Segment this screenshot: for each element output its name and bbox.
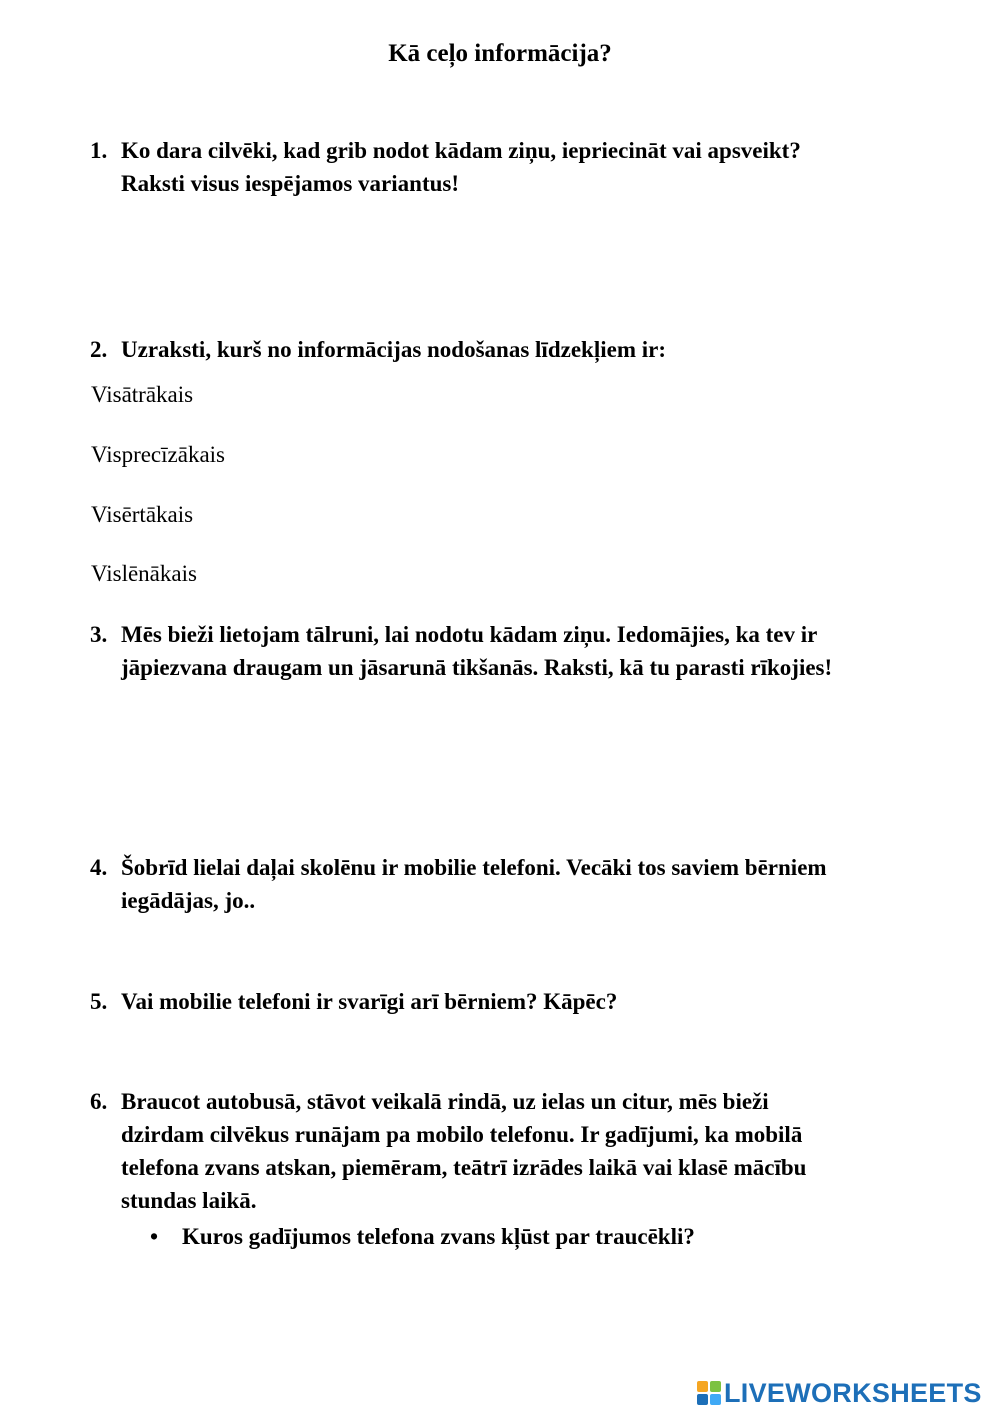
question-number: 6. — [90, 1089, 108, 1114]
logo-square — [697, 1381, 708, 1392]
question-3 — [90, 618, 940, 684]
question-text-line: jāpiezvana draugam un jāsarunā tikšanās. Raksti, kā tu parasti rīkojies! — [121, 655, 833, 680]
worksheet-title: Kā ceļo informācija? — [388, 40, 612, 67]
question-text-line: telefona zvans atskan, piemēram, teātrī izrādes laikā vai klasē mācību — [121, 1155, 807, 1180]
question-1 — [90, 134, 940, 200]
question-text-line: Ko dara cilvēki, kad grib nodot kādam ziņu, iepriecināt vai apsveikt? — [121, 138, 801, 163]
logo-text: LIVEWORKSHEETS — [724, 1377, 982, 1408]
question-text-line: iegādājas, jo.. — [121, 888, 256, 913]
option-most-precise: Visprecīzākais — [91, 442, 226, 467]
liveworksheets-logo-icon — [697, 1381, 721, 1405]
liveworksheets-logo[interactable] — [697, 1375, 982, 1411]
bullet-icon: • — [150, 1224, 159, 1249]
question-number: 3. — [90, 622, 108, 647]
question-text-line: Uzraksti, kurš no informācijas nodošanas līdzekļiem ir: — [121, 337, 666, 362]
question-text-line: stundas laikā. — [121, 1188, 257, 1213]
question-text-line: Braucot autobusā, stāvot veikalā rindā, uz ielas un citur, mēs bieži — [121, 1089, 769, 1114]
logo-square — [710, 1394, 721, 1405]
logo-square — [710, 1381, 721, 1392]
option-fastest: Visātrākais — [91, 382, 194, 407]
option-slowest: Vislēnākais — [91, 561, 197, 586]
bullet-text: Kuros gadījumos telefona zvans kļūst par traucēkli? — [182, 1224, 695, 1249]
question-text-line: Raksti visus iespējamos variantus! — [121, 171, 460, 196]
question-number: 5. — [90, 989, 108, 1014]
question-4 — [90, 851, 940, 917]
logo-square — [697, 1394, 708, 1405]
question-text-line: Šobrīd lielai daļai skolēnu ir mobilie telefoni. Vecāki tos saviem bērniem — [121, 855, 827, 880]
question-6 — [90, 1085, 940, 1217]
question-6-bullet — [150, 1220, 695, 1253]
question-text-line: Mēs bieži lietojam tālruni, lai nodotu kādam ziņu. Iedomājies, ka tev ir — [121, 622, 818, 647]
question-5 — [90, 985, 940, 1018]
question-text-line: dzirdam cilvēkus runājam pa mobilo telefonu. Ir gadījumi, ka mobilā — [121, 1122, 803, 1147]
question-number: 4. — [90, 855, 108, 880]
question-number: 2. — [90, 337, 108, 362]
question-number: 1. — [90, 138, 108, 163]
option-most-convenient: Visērtākais — [91, 502, 194, 527]
question-2 — [90, 333, 940, 366]
question-text-line: Vai mobilie telefoni ir svarīgi arī bērniem? Kāpēc? — [121, 989, 618, 1014]
